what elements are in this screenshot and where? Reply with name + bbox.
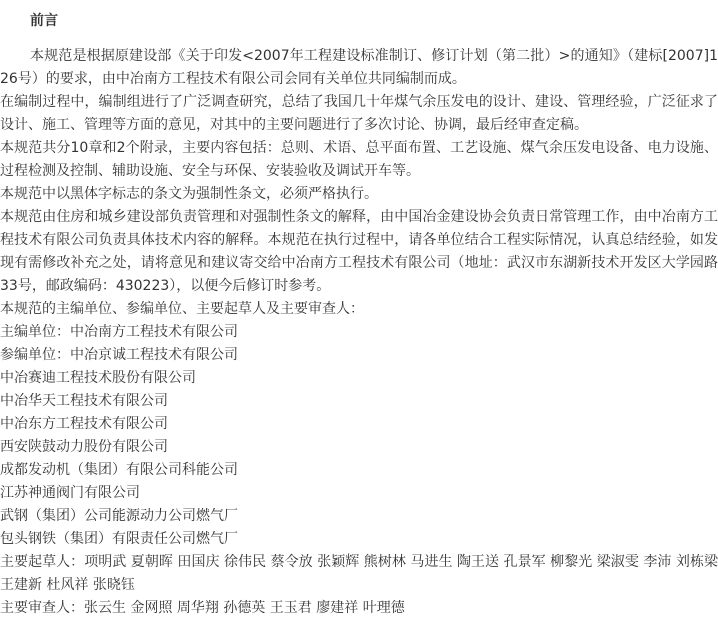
- paragraph: 主编单位：中冶南方工程技术有限公司: [0, 324, 238, 340]
- paragraph: 武钢（集团）公司能源动力公司燃气厂: [0, 508, 238, 524]
- paragraph: 参编单位：中冶京诚工程技术有限公司: [0, 347, 238, 363]
- paragraph: 中冶华天工程技术有限公司: [0, 393, 168, 409]
- paragraph: 主要起草人：项明武 夏朝晖 田国庆 徐伟民 蔡令放 张颖辉 熊树林 马进生 陶王送 孔景军 柳黎光 梁淑雯 李沛 刘栋梁 王建新 杜风祥 张晓钰: [0, 554, 718, 593]
- page-title: 前言: [30, 13, 58, 29]
- paragraph: 包头钢铁（集团）有限责任公司燃气厂: [0, 531, 238, 547]
- paragraph: 本规范共分10章和2个附录，主要内容包括：总则、术语、总平面布置、工艺设施、煤气余压发电设备、电力设施、过程检测及控制、辅助设施、安全与环保、安装验收及调试开车等。: [0, 140, 718, 179]
- paragraph: 主要审查人：张云生 金网照 周华翔 孙德英 王玉君 廖建祥 叶理德: [0, 600, 405, 616]
- document-body: [0, 45, 718, 620]
- paragraph: 中冶东方工程技术有限公司: [0, 416, 168, 432]
- paragraph: 本规范的主编单位、参编单位、主要起草人及主要审查人：: [0, 301, 364, 317]
- paragraph: 本规范是根据原建设部《关于印发<2007年工程建设标准制订、修订计划（第二批）>的通知》（建标[2007]126号）的要求，由中冶南方工程技术有限公司会同有关单位共同编制而成。: [0, 48, 718, 87]
- paragraph: 成都发动机（集团）有限公司科能公司: [0, 462, 238, 478]
- paragraph: 本规范中以黑体字标志的条文为强制性条文，必须严格执行。: [0, 186, 378, 202]
- paragraph: 本规范由住房和城乡建设部负责管理和对强制性条文的解释，由中国冶金建设协会负责日常管理工作，由中冶南方工程技术有限公司负责具体技术内容的解释。本规范在执行过程中，请各单位结合工程实际情况，认真总结经验，如发现有需修改补充之处，请将意见和建议寄交给中冶南方工程技术有限公司（地址：武汉市东湖新技术开发区大学园路33号，邮政编码：430223），以便今后修订时参考。: [0, 209, 718, 294]
- paragraph: 中冶赛迪工程技术股份有限公司: [0, 370, 196, 386]
- paragraph: 在编制过程中，编制组进行了广泛调查研究，总结了我国几十年煤气余压发电的设计、建设、管理经验，广泛征求了设计、施工、管理等方面的意见，对其中的主要问题进行了多次讨论、协调，最后经审查定稿。: [0, 94, 718, 133]
- paragraph: 西安陕鼓动力股份有限公司: [0, 439, 168, 455]
- paragraph: 江苏神通阀门有限公司: [0, 485, 140, 501]
